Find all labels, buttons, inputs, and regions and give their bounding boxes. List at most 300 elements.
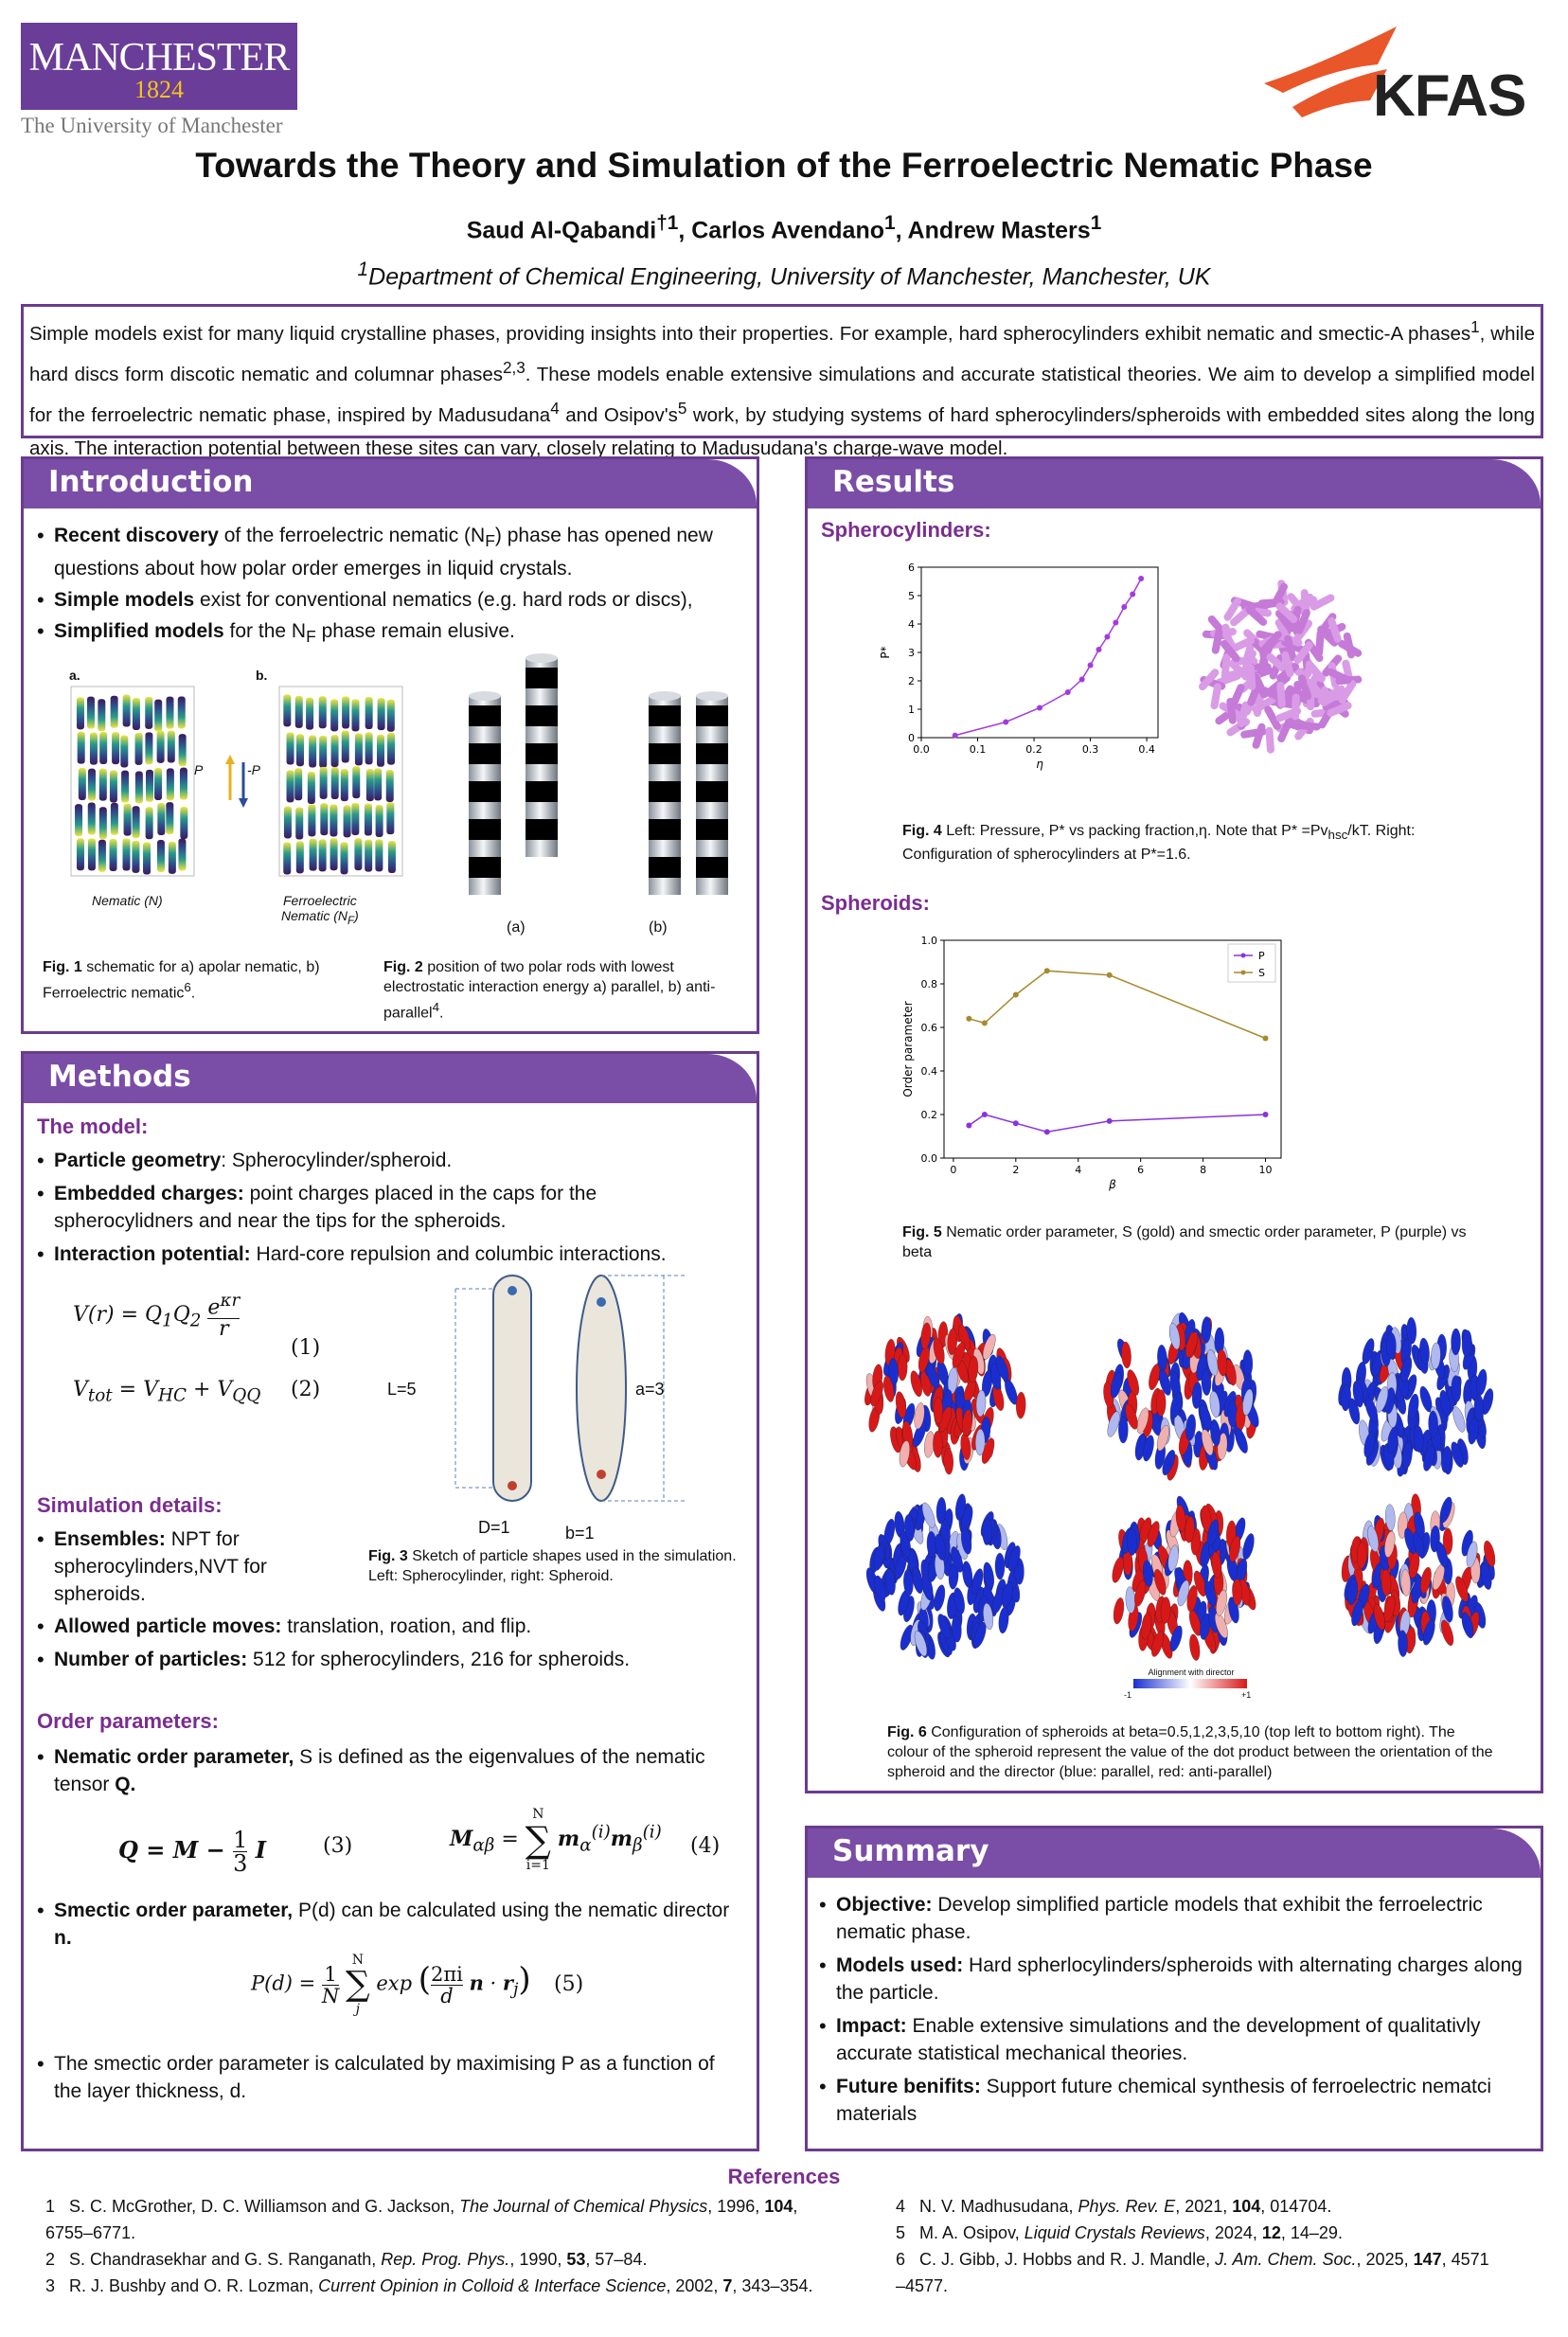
rod [294, 768, 302, 800]
rod [296, 841, 304, 873]
rod [88, 838, 96, 870]
data-point [1138, 576, 1144, 581]
rod [146, 807, 153, 839]
rod [320, 767, 328, 799]
model-bullets [37, 1147, 700, 1268]
rod [99, 732, 107, 764]
data-point [982, 1112, 988, 1117]
rod [342, 697, 349, 729]
fig4-caption: Fig. 4 Left: Pressure, P* vs packing fraction,η. Note that $P* =Pv_{hsc}/kT$. Right: Configuration of spherocylinders at P*=1.6. [902, 823, 1416, 864]
fig3-a-label: a=3 [635, 1380, 665, 1399]
rod-stripe [649, 743, 681, 764]
fig4-pressure-chart [879, 562, 1167, 771]
data-point [1044, 1129, 1050, 1134]
summary-heading: Summary [808, 1829, 1541, 1878]
authors: Saud Al-Qabandi$^{\dagger 1}$, Carlos Avendano$^1$, Andrew Masters$^1$ [466, 212, 1102, 244]
rod [88, 803, 96, 835]
rod-stripe [469, 819, 501, 840]
chart-frame [921, 567, 1158, 738]
rod [374, 768, 382, 800]
rod-stripe [526, 819, 558, 840]
spherocylinders-subheading: Spherocylinders: [821, 518, 991, 542]
summary-panel [805, 1826, 1543, 2151]
list-item: • Objective: Develop simplified particle models that exhibit the ferroelectric nematic phase. [819, 1891, 1529, 1946]
fig1-label-a: a. [69, 668, 80, 683]
rod [295, 807, 303, 839]
simulation-subheading: Simulation details: [37, 1493, 223, 1517]
list-item: • Allowed particle moves: translation, roation, and flip. [37, 1613, 738, 1640]
fig6-caption: Fig. 6 Configuration of spheroids at beta=0.5,1,2,3,5,10 (top left to bottom right). The colour of the spheroid represent the value of the dot product between the orientation of the spheroid and the director (blue: parallel, red: anti-parallel) [887, 1724, 1493, 1780]
data-point [1113, 620, 1118, 626]
manchester-logo [21, 23, 297, 110]
rod-cap [696, 691, 728, 701]
reference-2: 2 S. Chandrasekhar and G. S. Ranganath, Rep. Prog. Phys., 1990, 53, 57–84. [45, 2250, 648, 2269]
fig3-caption: Fig. 3 Sketch of particle shapes used in the simulation. Left: Spherocylinder, right: Spheroid. [368, 1548, 737, 1584]
rod [376, 805, 383, 837]
references-heading: References [727, 2165, 841, 2188]
rod-stripe [526, 705, 558, 726]
x-axis-label: η [1036, 758, 1043, 771]
rod-stripe [526, 743, 558, 764]
list-item: • Future benifits: Support future chemical synthesis of ferroelectric nematci materials [819, 2073, 1529, 2128]
methods-heading: Methods [24, 1054, 757, 1103]
y-tick-label: 1.0 [920, 935, 937, 947]
fig6-colorbar-label: Alignment with director [1148, 1668, 1235, 1677]
spheroid [1121, 1342, 1132, 1369]
fig3-b-label: b=1 [565, 1524, 595, 1543]
rod [320, 803, 328, 835]
y-tick-label: 0 [908, 732, 915, 744]
y-axis-label: P* [879, 646, 892, 659]
spheroid [1112, 1597, 1125, 1625]
rod [341, 769, 348, 801]
y-tick-label: 5 [908, 590, 915, 602]
rod [287, 732, 294, 764]
data-point [1104, 634, 1110, 640]
rod [154, 768, 162, 800]
poster-title: Towards the Theory and Simulation of the Ferroelectric Nematic Phase [195, 146, 1373, 185]
rod [344, 805, 351, 837]
x-tick-label: 8 [1200, 1164, 1207, 1176]
list-item: • Nematic order parameter, S is defined as the eigenvalues of the nematic tensor Q. [37, 1743, 738, 1798]
data-point [1107, 972, 1113, 978]
data-point [1121, 604, 1127, 610]
rod [296, 734, 304, 766]
rod [79, 768, 86, 800]
series-line-data [955, 579, 1141, 736]
rod [90, 733, 98, 765]
rod [387, 700, 395, 732]
rod [132, 841, 139, 873]
legend-marker [1241, 971, 1246, 975]
order-bullet-1 [37, 1743, 738, 1798]
rod [287, 770, 294, 802]
rod-stripe [649, 857, 681, 878]
data-point [1037, 705, 1042, 711]
x-tick-label: 6 [1137, 1164, 1145, 1176]
series-line-S [969, 971, 1265, 1038]
rod [111, 696, 118, 728]
spherocylinder [1240, 727, 1268, 739]
legend-label: P [1258, 950, 1265, 962]
spherocylinder [1265, 726, 1274, 753]
data-point [1044, 968, 1050, 973]
reference-6: 6 C. J. Gibb, J. Hobbs and R. J. Mandle, J. Am. Chem. Soc., 2025, 147, 4571 –4577. [896, 2250, 1489, 2295]
rod-stripe [469, 857, 501, 878]
list-item: • Embedded charges: point charges placed in the caps for the spherocylidners and near the tips for the spheroids. [37, 1180, 700, 1235]
list-item: • Particle geometry: Spherocylinder/spheroid. [37, 1147, 700, 1174]
fig1-nematic-schematic [62, 687, 421, 885]
results-panel [805, 456, 1543, 1793]
list-item: • The smectic order parameter is calculated by maximising P as a function of the layer thickness, d. [37, 2050, 738, 2105]
affiliation: $^1$Department of Chemical Engineering, University of Manchester, Manchester, UK [357, 259, 1211, 291]
model-subheading: The model: [37, 1115, 149, 1138]
equation-1: $V(r) = Q_1Q_2$ $e^{\kappa r}$ r [73, 1291, 241, 1342]
rod [178, 838, 186, 870]
data-point [1107, 1118, 1113, 1124]
spheroid [982, 1561, 996, 1589]
rod-stripe [696, 781, 728, 802]
rod [157, 840, 165, 872]
equation-3-number: (3) [323, 1834, 353, 1858]
rod [143, 843, 151, 875]
y-tick-label: 0.4 [920, 1065, 937, 1078]
fig2-label-a: (a) [507, 919, 526, 936]
rod [377, 735, 384, 767]
rod [331, 735, 339, 767]
rod [354, 838, 362, 870]
list-item: • Interaction potential: Hard-core repulsion and columbic interactions. [37, 1240, 700, 1268]
equation-5: P(d) = $\frac{1}{N}$ N ∑ j exp ( $\frac{2\pi i}{d}$ $n \cdot r_j$) [251, 1953, 531, 2017]
spheroid-cluster [1102, 1311, 1261, 1482]
list-item: • Impact: Enable extensive simulations and the development of qualitativly accurate statistical mechanical theories. [819, 2012, 1529, 2067]
references-right [896, 2193, 1540, 2299]
x-axis-label: β [1109, 1178, 1116, 1191]
data-point [1130, 592, 1135, 598]
rod [366, 769, 374, 801]
rod-cap [526, 653, 558, 663]
rod [98, 840, 106, 872]
reference-4: 4 N. V. Madhusudana, Phys. Rev. E, 2021, 104, 014704. [896, 2197, 1332, 2216]
rod [378, 698, 385, 730]
rod [386, 802, 394, 834]
data-point [982, 1020, 988, 1026]
rod [330, 805, 337, 837]
introduction-panel [21, 456, 759, 1034]
abstract-box: Simple models exist for many liquid crystalline phases, providing insights into their properties. For example, hard spherocylinders exhibit nematic and smectic-A phases$^1$, while hard discs form discotic nematic and columnar phases$^{2,3}$. These models enable extensive simulations and accurate statistical theories. We aim to develop a simplified model for the ferroelectric nematic phase, inspired by Madusudana$^4$ and $Osipov's^5$ work, by studying systems of hard spherocylinders/spheroids with embedded sites along the long axis. The interaction potential between these sites can vary, closely relating to Madusudana's charge-wave model. [21, 304, 1543, 438]
rod [168, 731, 175, 763]
rod [365, 697, 373, 729]
data-point [966, 1123, 971, 1129]
rod [123, 694, 131, 726]
fig3-length-label: L=5 [387, 1380, 417, 1399]
rod [169, 842, 176, 874]
reference-3: 3 R. J. Bushby and O. R. Lozman, Current Opinion in Colloid & Interface Science, 2002, 7, 343–354. [45, 2276, 813, 2295]
fig2-polar-rods [459, 658, 734, 895]
rod [112, 732, 119, 764]
rod [295, 696, 303, 728]
data-point [1096, 647, 1102, 652]
x-tick-label: 0.3 [1081, 743, 1099, 756]
equation-3: Q = M − $\frac{1}{3}$ I [118, 1827, 266, 1877]
spheroid [998, 1607, 1010, 1634]
equation-4: $M_{\alpha\beta}$ = N ∑ i=1 $m_\alpha^{(i)}m_\beta^{(i)}$ [450, 1807, 662, 1873]
rod [77, 697, 84, 729]
rod [88, 769, 96, 801]
legend-label: S [1258, 967, 1265, 979]
y-tick-label: 4 [908, 618, 915, 631]
legend-box [1228, 944, 1275, 982]
methods-panel [21, 1051, 759, 2151]
fig5-caption: Fig. 5 Nematic order parameter, S (gold) and smectic order parameter, P (purple) vs beta [902, 1224, 1467, 1260]
rod [351, 803, 359, 835]
rod [178, 697, 186, 729]
rod-stripe [696, 705, 728, 726]
fig6-colorbar-min: -1 [1124, 1690, 1132, 1700]
rod-stripe [469, 781, 501, 802]
rod [180, 807, 187, 839]
list-item: • Simple models exist for conventional nematics (e.g. hard rods or discs), [37, 586, 757, 614]
rod-stripe [696, 857, 728, 878]
spheroid [1439, 1619, 1456, 1648]
manchester-subtitle: The University of Manchester [21, 114, 283, 137]
reference-5: 5 M. A. Osipov, Liquid Crystals Reviews, 2024, 12, 14–29. [896, 2223, 1343, 2242]
order-bullet-3 [37, 2050, 738, 2105]
list-item: • Number of particles: 512 for spherocylinders, 216 for spheroids. [37, 1646, 738, 1673]
spheroids-subheading: Spheroids: [821, 891, 930, 915]
fig2-caption: Fig. 2 position of two polar rods with lowest electrostatic interaction energy a) parallel, b) anti-parallel$^4$. [383, 959, 716, 1022]
rod-stripe [649, 819, 681, 840]
rod [145, 697, 152, 729]
rod [387, 733, 395, 765]
rod [283, 694, 291, 726]
rod [145, 732, 152, 764]
spheroid [1188, 1633, 1202, 1661]
spheroid-cluster [1336, 1317, 1495, 1477]
rod [157, 803, 165, 835]
rod [308, 804, 315, 836]
fig4-spherocylinder-configuration [1186, 571, 1376, 760]
rod [386, 770, 394, 802]
fig3-diameter-label: D=1 [478, 1518, 510, 1537]
order-subheading: Order parameters: [37, 1709, 219, 1733]
rod [154, 700, 162, 732]
rod [166, 697, 173, 729]
list-item: • Models used: Hard spherlocylinders/spheroids with alternating charges along the particle. [819, 1952, 1529, 2007]
rod [110, 839, 117, 871]
rod [375, 839, 383, 871]
rod [135, 733, 143, 765]
rod [331, 767, 339, 799]
data-point [1013, 1120, 1019, 1126]
legend-marker [1241, 954, 1246, 958]
rod [157, 731, 165, 763]
y-tick-label: 0.2 [920, 1109, 937, 1121]
rod [310, 839, 317, 871]
references-left [45, 2193, 879, 2299]
x-tick-label: 0 [950, 1164, 957, 1176]
spheroid [1451, 1329, 1460, 1355]
equation-1-number: (1) [291, 1336, 321, 1360]
equation-2: $V_{tot} = V_{HC} + V_{QQ}$ [73, 1378, 261, 1406]
rod [306, 698, 313, 730]
fig6-colorbar [1133, 1679, 1247, 1688]
y-tick-label: 1 [908, 704, 915, 716]
rod [133, 806, 140, 838]
simulation-bullets-a [37, 1525, 293, 1608]
rod-cap [649, 691, 681, 701]
rod [342, 730, 349, 762]
rod [365, 732, 373, 764]
manchester-logo-text: MANCHESTER [28, 36, 290, 80]
rod [284, 806, 292, 838]
fig5-order-parameter-chart [902, 933, 1300, 1198]
rod [341, 842, 348, 874]
rod [167, 768, 174, 800]
rod-stripe [649, 705, 681, 726]
rod [319, 736, 327, 768]
chart-legend [1228, 944, 1275, 982]
x-tick-label: 0.4 [1138, 743, 1155, 756]
y-tick-label: 0.0 [920, 1152, 937, 1165]
fig1-nematic-label: Nematic (N) [92, 893, 163, 908]
fig1-caption: Fig. 1 schematic for a) apolar nematic, b) Ferroelectric nematic$^6$. [43, 959, 320, 1002]
rod [78, 732, 85, 764]
data-point [1263, 1112, 1269, 1117]
rod-cap [469, 691, 501, 701]
list-item: • Simplified models for the $N_F$ phase remain elusive. [37, 617, 757, 651]
rod [87, 697, 95, 729]
data-point [1065, 689, 1071, 695]
spheroid [1118, 1417, 1128, 1443]
rod-stripe [526, 781, 558, 802]
rod [180, 768, 187, 800]
rod [308, 772, 315, 804]
rod [365, 804, 372, 836]
spheroid [943, 1448, 953, 1474]
data-point [1013, 992, 1019, 998]
fig6-colorbar-max: +1 [1241, 1690, 1252, 1700]
x-tick-label: 4 [1075, 1164, 1082, 1176]
spheroid [933, 1584, 947, 1612]
y-tick-label: 2 [908, 675, 915, 687]
rod-stripe [526, 668, 558, 688]
rod-stripe [696, 819, 728, 840]
fig1-label-b: b. [256, 668, 268, 683]
rod-stripe [469, 705, 501, 726]
order-bullet-2 [37, 1897, 738, 1952]
rod [124, 804, 132, 836]
rod [77, 838, 84, 870]
fig1-p-label: P [194, 762, 204, 777]
data-point [1088, 663, 1094, 669]
rod [99, 807, 107, 839]
spherocylinder [1315, 630, 1325, 656]
data-point [1263, 1036, 1269, 1042]
fig6-spheroid-configurations [861, 1302, 1505, 1671]
equation-2-number: (2) [291, 1378, 321, 1401]
rod [98, 699, 105, 731]
data-point [966, 1016, 971, 1022]
introduction-heading: Introduction [24, 459, 757, 508]
spheroid-cluster [863, 1313, 1026, 1475]
rod [388, 841, 396, 873]
rod [365, 840, 372, 872]
y-axis-label: Order parameter [901, 1001, 915, 1097]
rod [355, 733, 363, 765]
fig2-label-b: (b) [649, 919, 668, 936]
rod [110, 770, 117, 802]
rod [330, 699, 338, 731]
rod [319, 696, 327, 728]
rod [146, 770, 153, 802]
rod-stripe [649, 781, 681, 802]
fig1-ferro-label: Ferroelectric Nematic $(N_F)$ [281, 893, 359, 927]
fig1-minus-p-label: -P [247, 762, 260, 777]
rod [111, 803, 118, 835]
spheroid-cluster [864, 1493, 1025, 1660]
data-point [953, 733, 958, 739]
y-tick-label: 6 [908, 562, 915, 574]
results-heading: Results [808, 459, 1541, 508]
manchester-logo-year: 1824 [134, 76, 184, 103]
spheroid [1016, 1392, 1026, 1418]
spheroid [1156, 1390, 1166, 1417]
rod [135, 772, 143, 804]
equation-4-number: (4) [690, 1834, 721, 1858]
rod [351, 699, 359, 731]
x-tick-label: 10 [1258, 1164, 1273, 1176]
y-tick-label: 3 [908, 647, 915, 659]
rod [179, 734, 187, 766]
x-tick-label: 0.0 [913, 743, 930, 756]
x-tick-label: 2 [1012, 1164, 1020, 1176]
spheroid-cluster [1110, 1494, 1257, 1661]
simulation-bullets-b [37, 1613, 738, 1673]
rod [122, 839, 130, 871]
rod [133, 698, 140, 730]
intro-bullets [37, 522, 757, 651]
rod [99, 769, 107, 801]
list-item: • Ensembles: NPT for spherocylinders,NVT for spheroids. [37, 1525, 293, 1608]
rod [309, 735, 316, 767]
data-point [1003, 720, 1008, 725]
rod [75, 804, 82, 836]
rod-stripe [469, 743, 501, 764]
x-tick-label: 0.1 [969, 743, 987, 756]
spheroid-cluster [1341, 1493, 1498, 1657]
y-tick-label: 0.6 [920, 1022, 937, 1034]
rod [330, 838, 338, 870]
reference-1: 1 S. C. McGrother, D. C. Williamson and G. Jackson, The Journal of Chemical Physics, 1996, 104, 6755–6771. [45, 2197, 798, 2242]
y-tick-label: 0.8 [920, 978, 937, 990]
spheroid [961, 1561, 973, 1588]
spheroid [982, 1518, 991, 1544]
rod [166, 802, 173, 834]
rod [121, 771, 129, 803]
rod [283, 842, 291, 874]
list-item: • Recent discovery of the ferroelectric nematic $(N_F)$ phase has opened new questions about how polar order emerges in liquid crystals. [37, 522, 757, 582]
spheroid [995, 1553, 1005, 1579]
rod [319, 839, 327, 871]
equation-5-number: (5) [554, 1972, 584, 1996]
kfas-logo-text: KFAS [1373, 63, 1526, 129]
data-point [1079, 677, 1085, 683]
x-tick-label: 0.2 [1025, 743, 1042, 756]
rod [120, 736, 128, 768]
rod [352, 766, 360, 798]
summary-bullets [819, 1891, 1529, 2128]
